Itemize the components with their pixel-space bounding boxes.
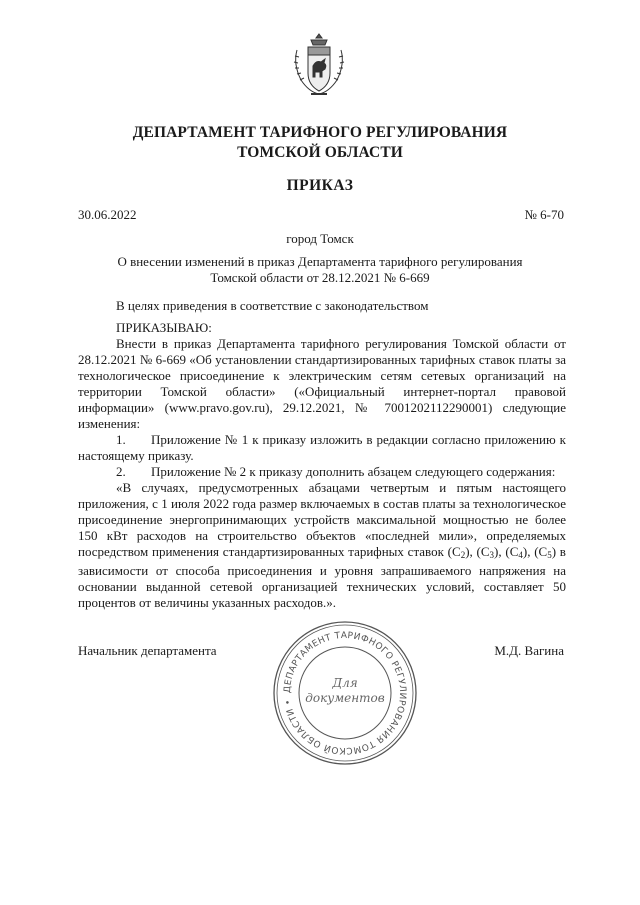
subscript-5: 5 [547, 550, 552, 560]
subject-line1: О внесении изменений в приказ Департамента тарифного регулирования [117, 254, 523, 269]
department-title [70, 123, 570, 163]
department-title-line1: ДЕПАРТАМЕНТ ТАРИФНОГО РЕГУЛИРОВАНИЯ [132, 124, 508, 141]
orders-word: ПРИКАЗЫВАЮ: [116, 320, 212, 335]
quote-paragraph [78, 480, 566, 611]
signatory-role: Начальник департамента [78, 643, 217, 658]
item-1 [78, 432, 566, 464]
intro-paragraph: Внести в приказ Департамента тарифного регулирования Томской области от 28.12.2021 № 6-669 «Об установлении стандартизированных тарифных ставок платы за технологическое присоединение к электрическим сетям сетевых организаций на территории Томской области» («Официальный интернет-портал правовой информации» (www.pravo.gov.ru), 29.12.2021, № 7001202112290001) следующие изменения: [78, 336, 566, 431]
signatory-name: М.Д. Вагина [494, 643, 564, 658]
subscript-2: 2 [460, 550, 466, 560]
subject-line2: Томской области от 28.12.2021 № 6-669 [210, 270, 430, 285]
order-date: 30.06.2022 [78, 207, 137, 222]
purpose-paragraph: В целях приведения в соответствие с законодательством [116, 298, 429, 313]
stamp-center-line2: документов [305, 691, 385, 705]
item-2 [78, 464, 566, 480]
order-number: № 6-70 [524, 207, 564, 222]
item-1-text: Приложение № 1 к приказу изложить в редакции согласно приложению к настоящему приказу. [78, 432, 566, 463]
quote-part-2: ), (С [465, 544, 490, 559]
order-subject [100, 254, 540, 286]
tomsk-region-coat-of-arms-icon [289, 30, 349, 102]
stamp-ring-text: ДЕПАРТАМЕНТ ТАРИФНОГО РЕГУЛИРОВАНИЯ ТОМСКОЙ ОБЛАСТИ • [282, 630, 408, 756]
subscript-4: 4 [518, 550, 523, 560]
quote-part-4: ), (С [522, 544, 548, 559]
item-2-number: 2. [116, 464, 126, 479]
document-type: ПРИКАЗ [286, 177, 354, 194]
order-body [78, 298, 566, 611]
quote-part-1: «В случаях, предусмотренных абзацами четвертым и пятым настоящего приложения, с 1 июля 2022 года размер включаемых в состав платы за технологическое присоединение энергопринимающих устройств максимальной мощностью не более 150 кВт расходов на строительство объектов «последней мили», определяемых посредством применения стандартизированных тарифных ставок (С [78, 480, 566, 559]
item-2-text: Приложение № 2 к приказу дополнить абзацем следующего содержания: [151, 464, 556, 479]
city: город Томск [286, 231, 354, 246]
item-1-number: 1. [116, 432, 126, 447]
stamp-center-text [294, 676, 396, 706]
department-title-line2: ТОМСКОЙ ОБЛАСТИ [237, 144, 403, 161]
quote-part-3: ), (С [494, 544, 519, 559]
stamp-center-line1: Для [332, 676, 358, 690]
quote-part-5: ) в зависимости от способа присоединения и уровня запрашиваемого напряжения на основании выданной сетевой организацией технических условий, составляет 50 процентов от величины указанных расходов.». [78, 544, 566, 610]
subscript-3: 3 [489, 550, 495, 560]
